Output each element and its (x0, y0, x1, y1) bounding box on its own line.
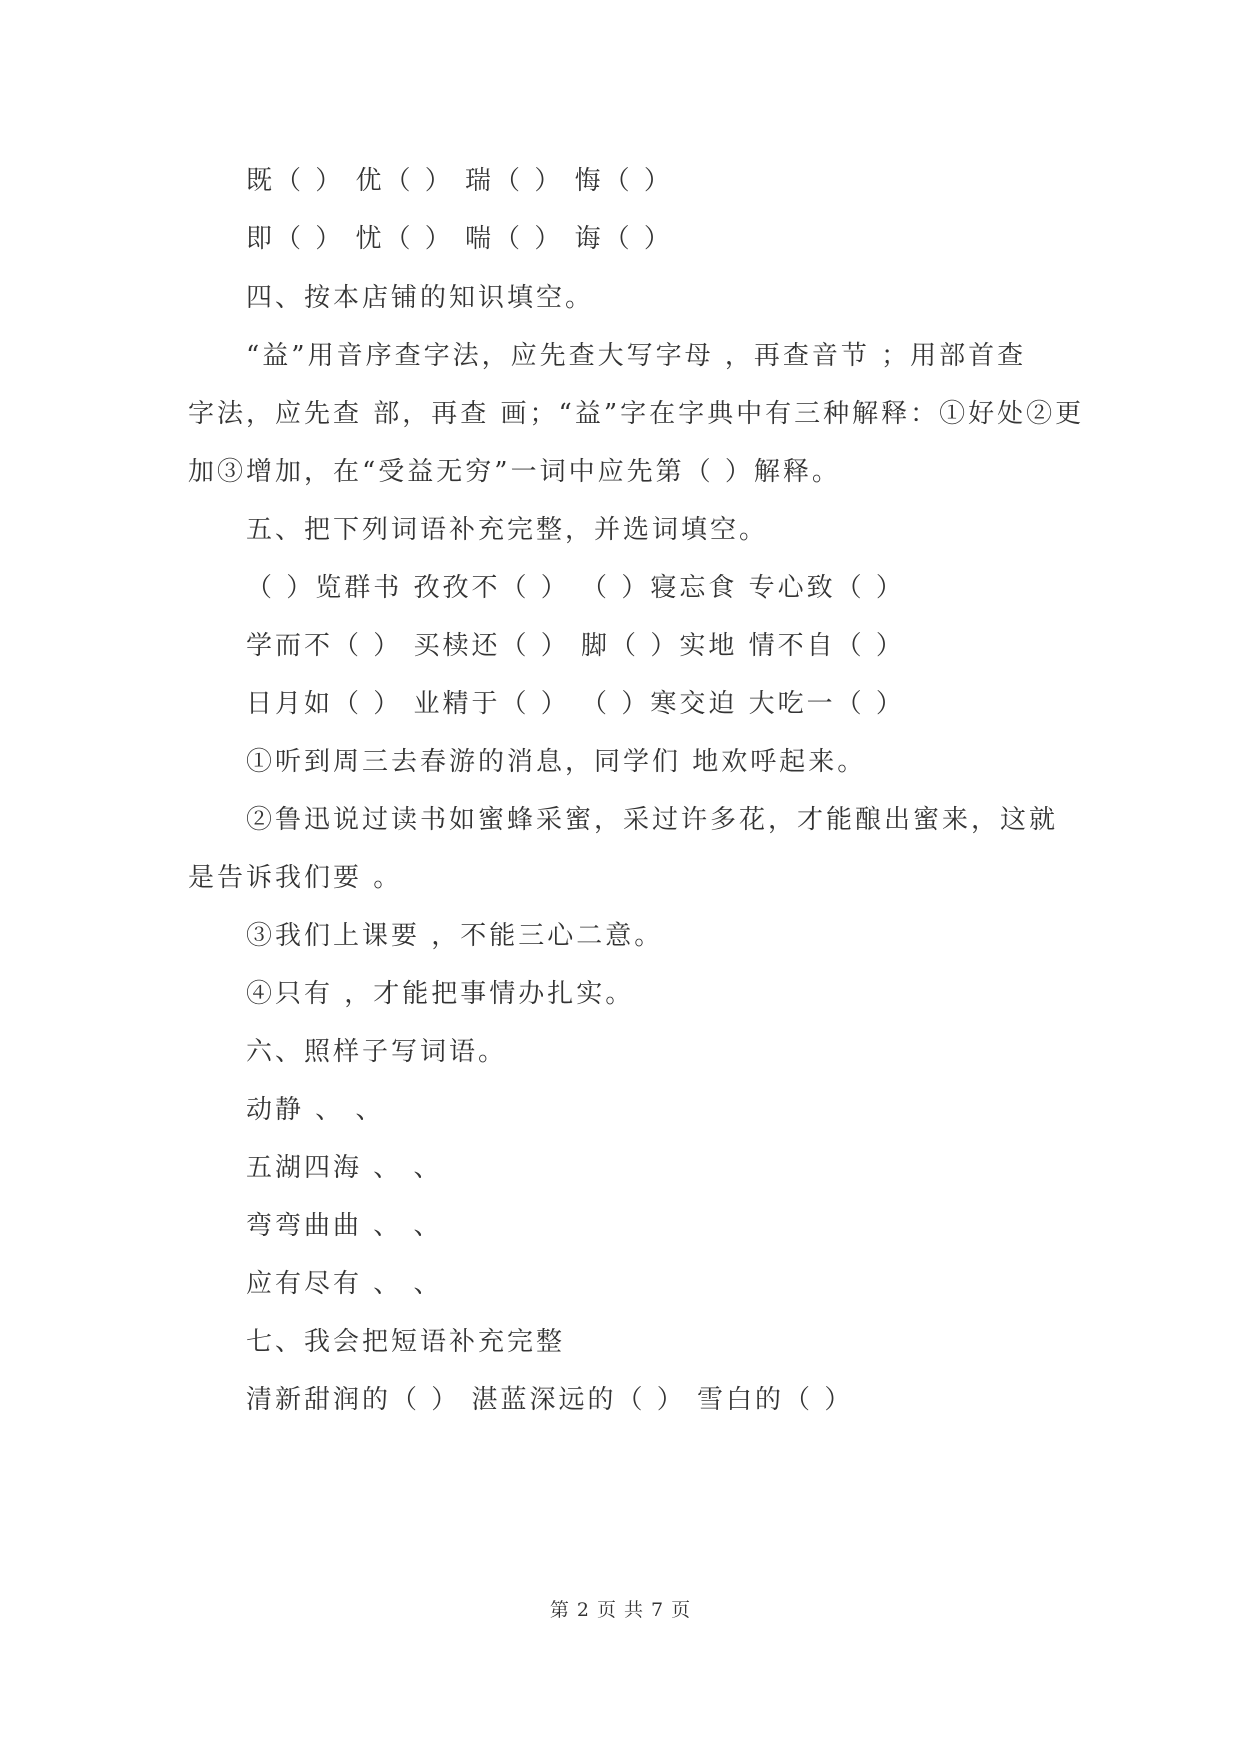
phrase-completion-row: 清新甜润的（ ） 湛蓝深远的（ ） 雪白的（ ） (246, 1385, 854, 1415)
dictionary-question-line-3: 加③增加，在“受益无穷”一词中应先第（ ）解释。 (188, 457, 841, 487)
fill-in-sentence-1: ①听到周三去春游的消息，同学们 地欢呼起来。 (246, 747, 867, 777)
fill-in-sentence-3: ③我们上课要 ，不能三心二意。 (246, 921, 664, 951)
page-number-footer: 第 2 页 共 7 页 (549, 1599, 692, 1621)
word-pattern-row-2: 五湖四海 、 、 (246, 1153, 443, 1183)
section-heading-7: 七、我会把短语补充完整 (246, 1327, 566, 1357)
idiom-row-3: 日月如（ ） 业精于（ ） （ ）寒交迫 大吃一（ ） (246, 689, 905, 719)
char-pair-row-2: 即（ ） 忧（ ） 喘（ ） 诲（ ） (246, 224, 673, 254)
idiom-row-2: 学而不（ ） 买椟还（ ） 脚（ ）实地 情不自（ ） (246, 631, 905, 661)
word-pattern-row-1: 动静 、 、 (246, 1095, 385, 1125)
fill-in-sentence-4: ④只有 ，才能把事情办扎实。 (246, 979, 635, 1009)
fill-in-sentence-2-cont: 是告诉我们要 。 (188, 863, 403, 893)
dictionary-question-line-2: 字法，应先查 部，再查 画；“益”字在字典中有三种解释：①好处②更 (188, 399, 1085, 429)
fill-in-sentence-2: ②鲁迅说过读书如蜜蜂采蜜，采过许多花，才能酿出蜜来，这就 (246, 805, 1059, 835)
word-pattern-row-4: 应有尽有 、 、 (246, 1269, 443, 1299)
idiom-row-1: （ ）览群书 孜孜不（ ） （ ）寝忘食 专心致（ ） (246, 573, 905, 603)
section-heading-5: 五、把下列词语补充完整，并选词填空。 (246, 515, 769, 545)
section-heading-4: 四、按本店铺的知识填空。 (246, 283, 595, 313)
dictionary-question-line-1: “益”用音序查字法，应先查大写字母 ，再查音节 ；用部首查 (246, 341, 1027, 371)
section-heading-6: 六、照样子写词语。 (246, 1037, 508, 1067)
char-pair-row-1: 既（ ） 优（ ） 瑞（ ） 悔（ ） (246, 166, 673, 196)
word-pattern-row-3: 弯弯曲曲 、 、 (246, 1211, 443, 1241)
